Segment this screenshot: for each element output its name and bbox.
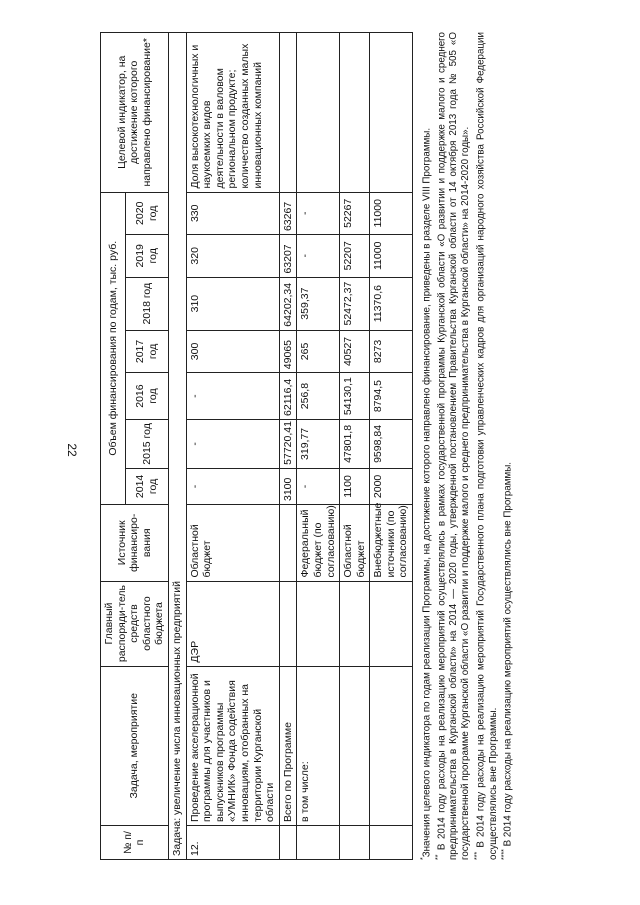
item-value: - xyxy=(186,419,279,468)
footnotes xyxy=(420,32,515,860)
footnote: **** В 2014 году расходы на реализацию мероприятий осуществлялись вне Программы. xyxy=(501,462,514,860)
header-num: № п/п xyxy=(101,826,169,860)
task-label: Задача: увеличение числа инновационных предприятий xyxy=(168,33,186,860)
header-year: 2016 год xyxy=(126,373,169,420)
item-name: Проведение акселерационной программы для участников и выпускников программы «УМНИК» Фонда содействия инновациям, отобранных на территории Курганской области xyxy=(186,666,279,825)
total-value: 3100 xyxy=(279,468,297,504)
header-indicator: Целевой индикатор, на достижение которого направлено финансирование* xyxy=(101,33,169,193)
header-year: 2015 год xyxy=(126,419,169,468)
breakdown-value: 256,8 xyxy=(297,373,340,420)
header-year: 2019 год xyxy=(126,235,169,278)
breakdown-source: Внебюджетные источники (по согласованию) xyxy=(370,505,413,582)
item-value: 310 xyxy=(186,277,279,330)
total-value: 63267 xyxy=(279,192,297,235)
header-funding-group: Объем финансирования по годам, тыс. руб. xyxy=(101,192,126,504)
breakdown-value: 9598,84 xyxy=(370,419,413,468)
breakdown-value: - xyxy=(297,192,340,235)
header-year: 2020 год xyxy=(126,192,169,235)
breakdown-value: 8794,5 xyxy=(370,373,413,420)
breakdown-value: 359,37 xyxy=(297,277,340,330)
header-year: 2014 год xyxy=(126,468,169,504)
total-label: Всего по Программе xyxy=(279,666,297,825)
item-value: 300 xyxy=(186,330,279,373)
item-value: - xyxy=(186,468,279,504)
breakdown-value: 11370,6 xyxy=(370,277,413,330)
breakdown-value: - xyxy=(297,468,340,504)
breakdown-value: 1100 xyxy=(340,468,370,504)
table-row-item-12 xyxy=(186,33,279,860)
breakdown-value: 54130,1 xyxy=(340,373,370,420)
footnote: *Значения целевого индикатора по годам реализации Программы, на достижение которого направлено финансирование, приведены в разделе VIII Программы. xyxy=(420,127,433,860)
header-year: 2017 год xyxy=(126,330,169,373)
breakdown-value: 8273 xyxy=(370,330,413,373)
breakdown-value: 52207 xyxy=(340,235,370,278)
including-label: в том числе: xyxy=(297,666,340,825)
breakdown-value: 52472,37 xyxy=(340,277,370,330)
item-value: 320 xyxy=(186,235,279,278)
breakdown-value: 2000 xyxy=(370,468,413,504)
funding-table xyxy=(100,32,413,860)
breakdown-value: 47801,8 xyxy=(340,419,370,468)
footnote: ** В 2014 году расходы на реализацию мероприятий осуществлялись в рамках государственной программы Курганской области «О развитии и поддержке малого и среднего предпринимательства в Курганской области» на 2014 — 2020 годы, утвержденной постановлением Правительства Курганской области от 14 октября 2013 года № 505 «О государственной программе Курганской области «О развитии и поддержке малого и среднего предпринимательства в Курганской области» на 2014-2020 годы». xyxy=(435,32,472,860)
header-row-1 xyxy=(101,33,126,860)
item-value: 330 xyxy=(186,192,279,235)
table-row-federal xyxy=(297,33,340,860)
header-task: Задача, мероприятие xyxy=(101,666,169,825)
breakdown-value: 40527 xyxy=(340,330,370,373)
breakdown-value: 319,77 xyxy=(297,419,340,468)
item-manager: ДЭР xyxy=(186,581,279,666)
rotated-page-content xyxy=(100,20,630,860)
item-num: 12. xyxy=(186,826,279,860)
item-source: Областной бюджет xyxy=(186,505,279,582)
footnote: *** В 2014 году расходы на реализацию мероприятий Государственного плана подготовки управленческих кадров для организаций народного хозяйства Российской Федерации осуществлялись вне Программы. xyxy=(474,32,499,860)
breakdown-source: Федеральный бюджет (по согласованию) xyxy=(297,505,340,582)
header-source: Источник финансиро-вания xyxy=(101,505,169,582)
total-value: 57720,41 xyxy=(279,419,297,468)
breakdown-value: 265 xyxy=(297,330,340,373)
page-number: 22 xyxy=(65,443,79,457)
breakdown-value: 11000 xyxy=(370,192,413,235)
breakdown-value: 11000 xyxy=(370,235,413,278)
breakdown-source: Областной бюджет xyxy=(340,505,370,582)
header-manager: Главный распоряди-тель средств областного бюджета xyxy=(101,581,169,666)
table-row-extrabudget xyxy=(370,33,413,860)
item-indicator: Доля высокотехнологичных и наукоемких видов деятельности в валовом региональном продукте; количество созданных малых инновационных компаний xyxy=(186,33,279,193)
breakdown-value: - xyxy=(297,235,340,278)
breakdown-value: 52267 xyxy=(340,192,370,235)
total-value: 64202,34 xyxy=(279,277,297,330)
table-row-regional xyxy=(340,33,370,860)
total-value: 62116,4 xyxy=(279,373,297,420)
item-value: - xyxy=(186,373,279,420)
total-value: 63207 xyxy=(279,235,297,278)
table-row-total xyxy=(279,33,297,860)
task-row xyxy=(168,33,186,860)
total-value: 49065 xyxy=(279,330,297,373)
header-year: 2018 год xyxy=(126,277,169,330)
